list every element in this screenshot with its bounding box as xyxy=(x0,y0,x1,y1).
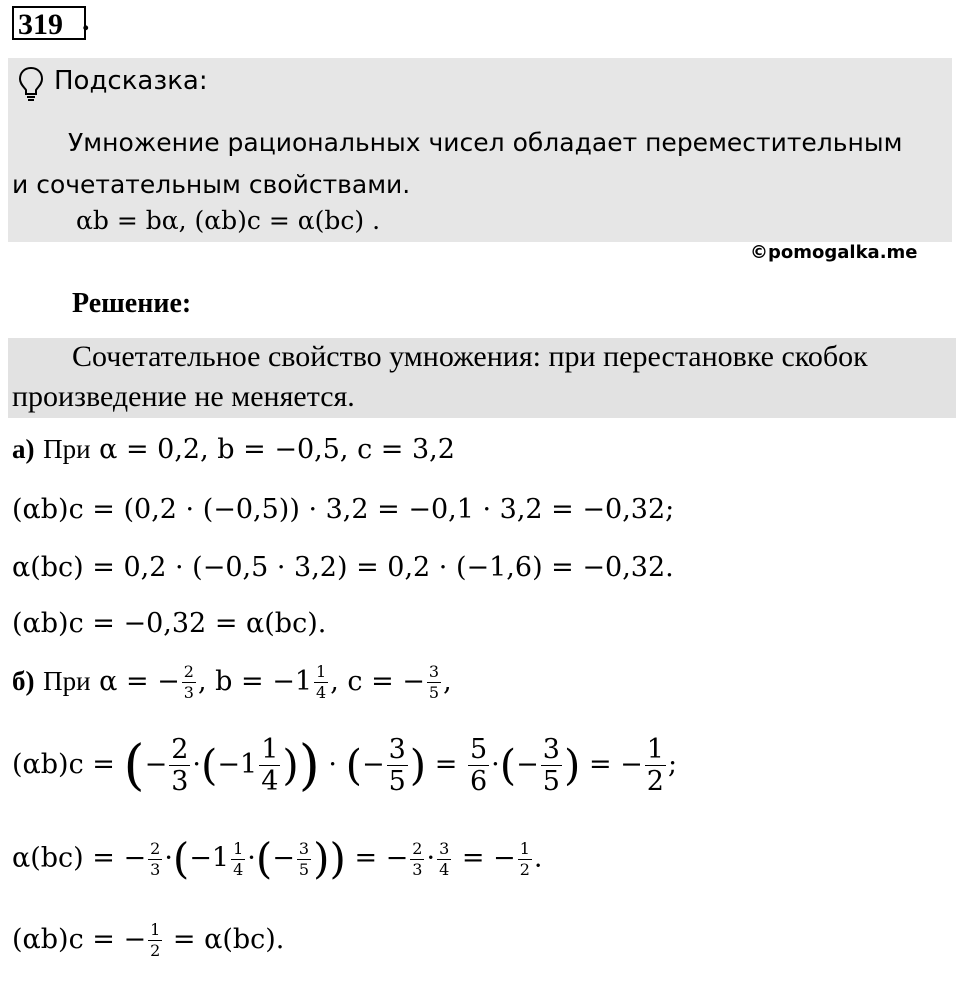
hint-title: Подсказка: xyxy=(54,66,208,96)
solution-note-line1: Сочетательное свойство умножения: при перестановке скобок xyxy=(72,340,868,373)
part-a-line2: α(bc) = 0,2 · (−0,5 · 3,2) = 0,2 · (−1,6) = −0,32. xyxy=(12,552,674,583)
lightbulb-icon xyxy=(18,66,44,102)
part-b-pri: При xyxy=(43,666,91,696)
part-b-line1: (αb)c = (− $\frac{2}{3}$ ·(−1 $\frac{1}{4}$ )) · (− $\frac{3}{5}$ ) = $\frac{5}{6}$ ·(− $\frac{3}{5}$ ) = − $\frac{1}{2}$ ; xyxy=(12,733,678,797)
part-a-line3: (αb)c = −0,32 = α(bc). xyxy=(12,608,327,639)
task-number-dot: . xyxy=(82,4,90,37)
fraction: $\frac{1}{4}$ xyxy=(316,662,327,702)
part-a-values: α = 0,2, b = −0,5, c = 3,2 xyxy=(99,434,455,465)
task-number: 319 xyxy=(18,8,63,41)
part-b-line2: α(bc) = − $\frac{2}{3}$ ·(−1 $\frac{1}{4}$ ·(− $\frac{3}{5}$ )) = − $\frac{2}{3}$ · $\frac{3}{4}$ = − $\frac{1}{2}$ . xyxy=(12,834,543,883)
part-a-label: а) xyxy=(12,434,35,464)
part-a-line1: (αb)c = (0,2 · (−0,5)) · 3,2 = −0,1 · 3,2 = −0,32; xyxy=(12,494,675,525)
fraction: $\frac{3}{5}$ xyxy=(428,662,440,702)
copyright-watermark: ©pomogalka.me xyxy=(750,242,918,263)
part-b-label: б) xyxy=(12,666,35,696)
solution-note-line2: произведение не меняется. xyxy=(12,380,355,413)
part-b-a-eq: α = − xyxy=(99,666,180,697)
part-b-line3: (αb)c = − $\frac{1}{2}$ = α(bc). xyxy=(12,920,285,960)
hint-text-line1: Умножение рациональных чисел обладает переместительным xyxy=(68,128,903,157)
part-b-given: б) При α = − $\frac{2}{3}$ , b = −1 $\frac{1}{4}$ , c = − $\frac{3}{5}$ , xyxy=(12,662,452,702)
fraction: $\frac{2}{3}$ xyxy=(183,662,194,702)
hint-formula: αb = bα, (αb)c = α(bc) . xyxy=(76,206,381,235)
hint-text-line2: и сочетательным свойствами. xyxy=(12,170,411,199)
part-a-given xyxy=(12,434,455,465)
part-a-pri: При xyxy=(43,434,91,464)
task-number-box xyxy=(12,6,86,40)
solution-title: Решение: xyxy=(72,288,192,319)
